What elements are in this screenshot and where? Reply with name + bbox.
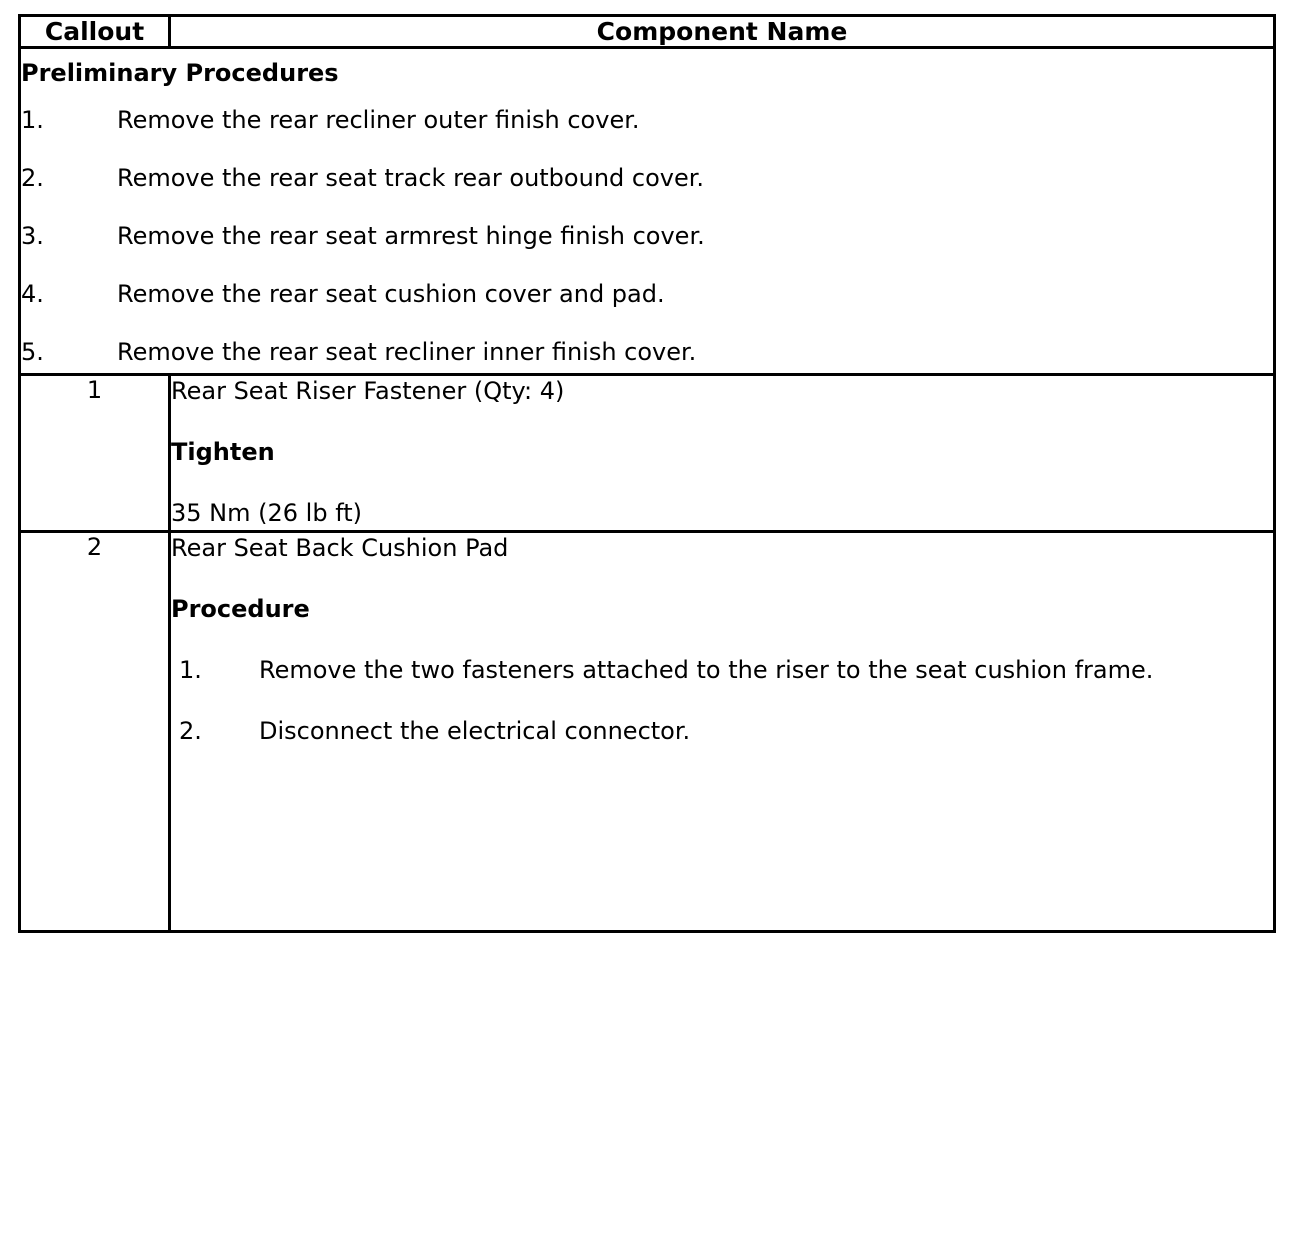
list-item-text: Remove the rear seat recliner inner finish cover.: [117, 338, 697, 366]
table-header-row: [20, 16, 1275, 48]
column-header-callout: Callout: [20, 16, 170, 48]
table-row: [20, 531, 1275, 931]
list-item: [21, 279, 1273, 309]
list-item-text: Remove the rear seat cushion cover and pad.: [117, 280, 665, 308]
component-callout-table: [18, 14, 1276, 933]
component-subheading: Procedure: [171, 594, 310, 623]
list-item: [21, 221, 1273, 251]
list-item-number: 1.: [179, 655, 202, 684]
list-item-number: 4.: [21, 280, 44, 308]
list-item-number: 2.: [179, 717, 202, 746]
list-item-text: Remove the rear seat track rear outbound cover.: [117, 164, 705, 192]
list-item: [21, 163, 1273, 193]
preliminary-procedures-title: Preliminary Procedures: [21, 59, 339, 87]
preliminary-procedures-row: [20, 48, 1275, 375]
list-item-text: Remove the rear seat armrest hinge finish cover.: [117, 222, 705, 250]
procedure-list: [171, 655, 1273, 747]
list-item-number: 2.: [21, 164, 44, 192]
component-name: Rear Seat Riser Fastener (Qty: 4): [171, 377, 565, 405]
list-item: [21, 105, 1273, 135]
component-subheading: Tighten: [171, 438, 275, 467]
list-item: [21, 337, 1273, 367]
list-item: [171, 655, 1273, 686]
column-header-component-name: Component Name: [170, 16, 1275, 48]
list-item-text: Disconnect the electrical connector.: [259, 717, 691, 746]
table-row: [20, 375, 1275, 532]
list-item-number: 1.: [21, 106, 44, 134]
callout-number: 2: [20, 531, 170, 931]
torque-value: 35 Nm (26 lb ft): [171, 499, 362, 528]
list-item-number: 3.: [21, 222, 44, 250]
list-item-number: 5.: [21, 338, 44, 366]
list-item-text: Remove the rear recliner outer finish cover.: [117, 106, 640, 134]
component-detail-cell: [170, 375, 1275, 532]
component-name: Rear Seat Back Cushion Pad: [171, 533, 509, 562]
list-item-text: Remove the two fasteners attached to the riser to the seat cushion frame.: [259, 655, 1154, 684]
preliminary-procedures-cell: [20, 48, 1275, 375]
list-item: [171, 716, 1273, 747]
component-detail-cell: [170, 531, 1275, 931]
callout-number: 1: [20, 375, 170, 532]
preliminary-procedures-list: [21, 105, 1273, 367]
